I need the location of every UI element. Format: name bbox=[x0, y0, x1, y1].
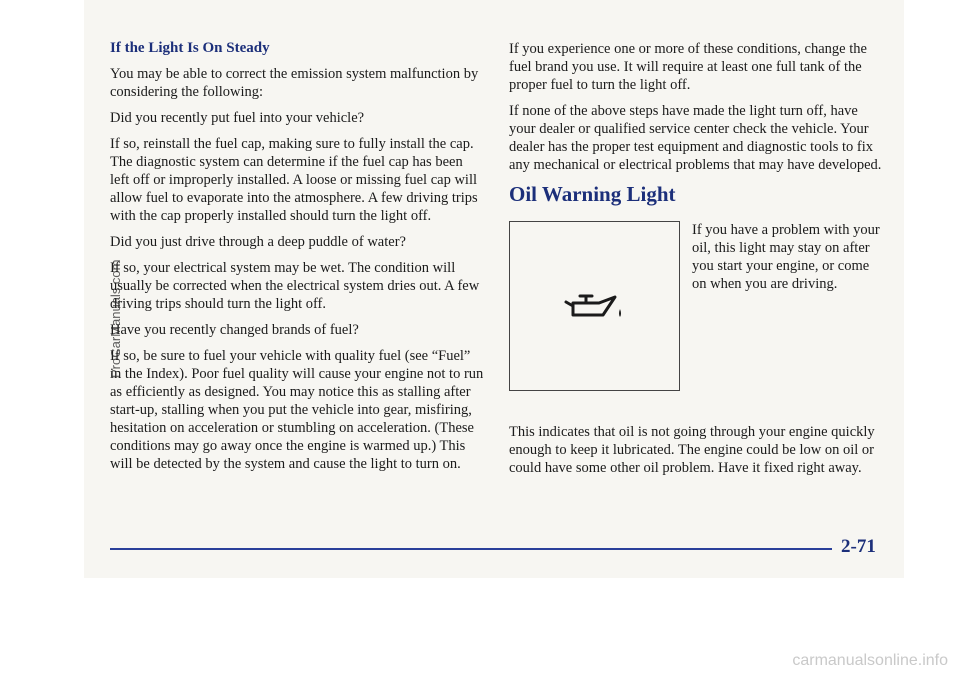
left-column bbox=[110, 40, 485, 481]
paragraph: You may be able to correct the emission system malfunction by considering the following: bbox=[110, 66, 479, 100]
site-watermark: carmanualsonline.info bbox=[792, 652, 948, 669]
paragraph: Have you recently changed brands of fuel? bbox=[110, 322, 359, 338]
side-watermark-text: ProCarManuals.com bbox=[108, 259, 123, 378]
paragraph: If you have a problem with your oil, this light may stay on after you start your engine, or come on when you are driving. bbox=[692, 222, 880, 292]
footer-rule bbox=[110, 548, 832, 550]
page-number: 2-71 bbox=[841, 536, 876, 557]
paragraph: This indicates that oil is not going through your engine quickly enough to keep it lubricated. The engine could be low on oil or could have some other oil problem. Have it fixed right away. bbox=[509, 424, 875, 476]
oil-warning-illustration bbox=[509, 221, 680, 391]
paragraph: If so, your electrical system may be wet. The condition will usually be corrected when the electrical system dries out. A few driving trips should turn the light off. bbox=[110, 260, 480, 312]
paragraph: If you experience one or more of these conditions, change the fuel brand you use. It will require at least one full tank of the proper fuel to turn the light off. bbox=[509, 41, 867, 93]
paragraph: Did you recently put fuel into your vehicle? bbox=[110, 110, 365, 126]
right-column bbox=[509, 40, 884, 485]
paragraph: If none of the above steps have made the light turn off, have your dealer or qualified service center check the vehicle. Your dealer has the proper test equipment and diagnostic tools to fix any mechanical or electrical problems that may have developed. bbox=[509, 103, 882, 173]
oil-can-icon bbox=[563, 289, 627, 323]
paragraph: If so, reinstall the fuel cap, making sure to fully install the cap. The diagnostic system can determine if the fuel cap has been left off or improperly installed. A loose or missing fuel cap will allow fuel to evaporate into the atmosphere. A few driving trips with the cap properly installed should turn the light off. bbox=[110, 136, 478, 224]
oil-warning-row bbox=[509, 221, 884, 391]
section-heading-light-steady: If the Light Is On Steady bbox=[110, 40, 270, 56]
oil-warning-heading: Oil Warning Light bbox=[509, 182, 676, 206]
paragraph: If so, be sure to fuel your vehicle with quality fuel (see “Fuel” in the Index). Poor fuel quality will cause your engine not to run as efficiently as designed. You may notice this as stalling after start-up, stalling when you put the vehicle into gear, misfiring, hesitation on acceleration or stumbling on acceleration. (These conditions may go away once the engine is warmed up.) This will be detected by the system and cause the light to turn on. bbox=[110, 348, 484, 472]
oil-warning-side-text bbox=[692, 221, 884, 391]
paragraph: Did you just drive through a deep puddle of water? bbox=[110, 234, 406, 250]
side-watermark bbox=[108, 208, 126, 378]
